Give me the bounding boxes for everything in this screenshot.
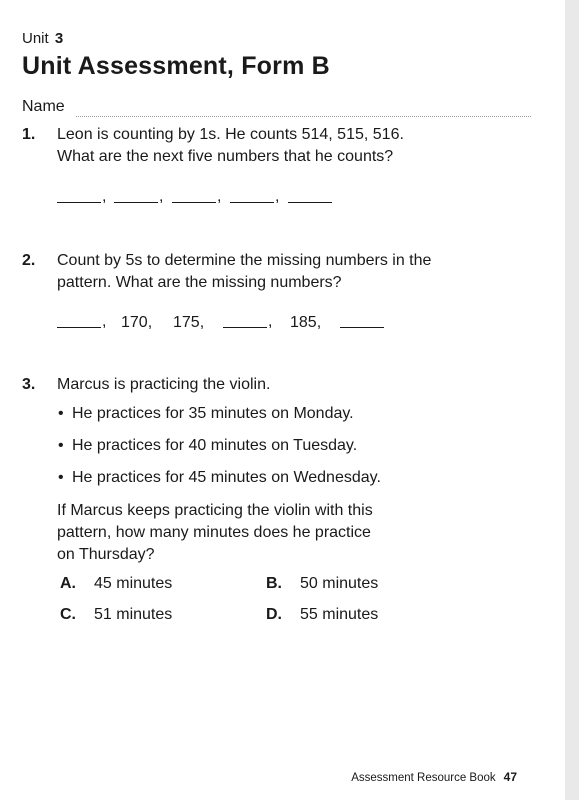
comma-separator: ,	[275, 188, 280, 205]
choice-text: 55 minutes	[300, 606, 379, 623]
bullet-dot: •	[58, 437, 64, 454]
name-field[interactable]	[76, 116, 531, 117]
choice-text: 45 minutes	[94, 575, 173, 592]
bullet-text: He practices for 35 minutes on Monday.	[72, 405, 354, 422]
bullet-item	[58, 469, 381, 487]
comma-separator: ,	[159, 188, 164, 205]
page-edge	[565, 0, 579, 800]
answer-choice-b[interactable]	[266, 575, 378, 593]
name-label: Name	[22, 98, 65, 115]
comma-separator: ,	[102, 313, 107, 330]
choice-letter: A.	[60, 575, 76, 592]
comma-separator: ,	[217, 188, 222, 205]
page-title: Unit Assessment, Form B	[22, 52, 330, 80]
question-number: 2.	[22, 252, 36, 269]
answer-blank[interactable]	[223, 327, 267, 328]
bullet-text: He practices for 45 minutes on Wednesday.	[72, 469, 381, 486]
question-text-line: Count by 5s to determine the missing numbers in the	[57, 252, 432, 269]
answer-blank[interactable]	[172, 202, 216, 203]
choice-text: 51 minutes	[94, 606, 173, 623]
choice-letter: D.	[266, 606, 282, 623]
question-text-line: What are the next five numbers that he counts?	[57, 148, 394, 165]
pattern-value: 175,	[173, 314, 205, 331]
question-text-line: If Marcus keeps practicing the violin with this	[57, 502, 373, 519]
answer-blank[interactable]	[57, 202, 101, 203]
comma-separator: ,	[102, 188, 107, 205]
pattern-value: 185,	[290, 314, 322, 331]
bullet-item	[58, 437, 357, 455]
unit-label	[22, 30, 63, 47]
pattern-value: 170,	[121, 314, 153, 331]
question-number: 3.	[22, 376, 36, 393]
answer-blank[interactable]	[57, 327, 101, 328]
page-number: 47	[503, 770, 517, 784]
question-2	[22, 250, 432, 291]
bullet-dot: •	[58, 405, 64, 422]
answer-choice-c[interactable]	[60, 606, 172, 624]
question-3	[22, 374, 271, 396]
bullet-text: He practices for 40 minutes on Tuesday.	[72, 437, 358, 454]
unit-number: 3	[54, 30, 64, 47]
answer-blank[interactable]	[288, 202, 332, 203]
answer-blank[interactable]	[340, 327, 384, 328]
answer-blank[interactable]	[114, 202, 158, 203]
question-1	[22, 124, 404, 165]
bullet-item	[58, 405, 354, 423]
comma-separator: ,	[268, 313, 273, 330]
choice-text: 50 minutes	[300, 575, 379, 592]
answer-choice-d[interactable]	[266, 606, 378, 624]
page-footer	[351, 770, 517, 784]
question-intro: Marcus is practicing the violin.	[57, 376, 271, 393]
answer-blank[interactable]	[230, 202, 274, 203]
question-text-line: pattern. What are the missing numbers?	[57, 274, 342, 291]
answer-choice-a[interactable]	[60, 575, 172, 593]
question-number: 1.	[22, 126, 36, 143]
bullet-dot: •	[58, 469, 64, 486]
choice-letter: B.	[266, 575, 282, 592]
question-text-line: Leon is counting by 1s. He counts 514, 515, 516.	[57, 126, 404, 143]
unit-word: Unit	[22, 30, 49, 47]
book-title: Assessment Resource Book	[351, 772, 496, 784]
choice-letter: C.	[60, 606, 76, 623]
question-text-line: pattern, how many minutes does he practice	[57, 524, 371, 541]
question-text-line: on Thursday?	[57, 546, 155, 563]
